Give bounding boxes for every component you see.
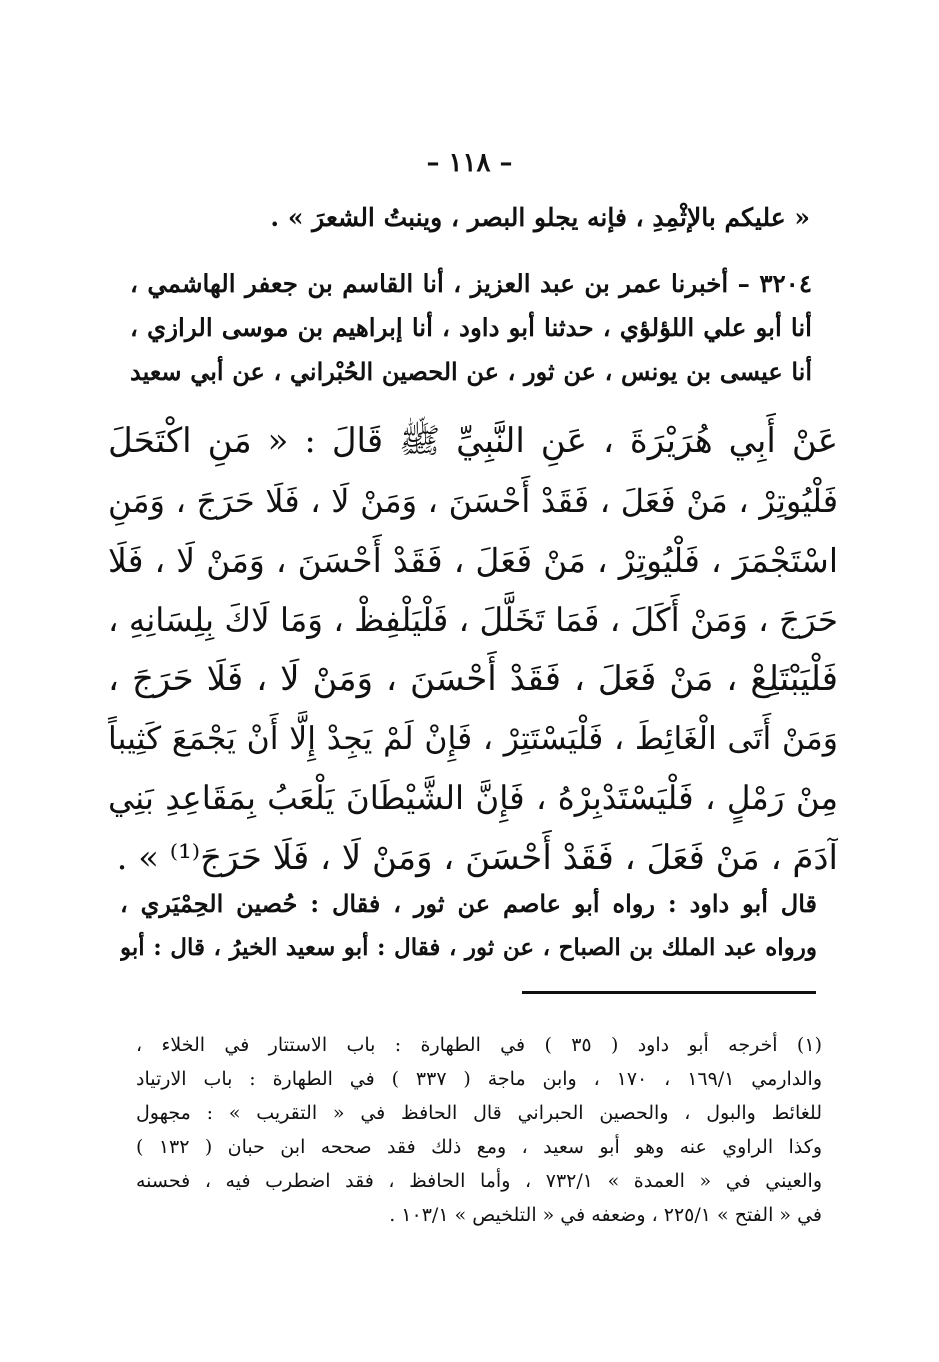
text-line: فَلْيُوتِرْ ، مَنْ فَعَلَ ، فَقَدْ أَحْسَنَ ، وَمَنْ لَا ، فَلَا حَرَجَ ، وَمَنِ bbox=[108, 481, 838, 520]
isnad-paragraph bbox=[130, 262, 812, 394]
footnote-separator bbox=[522, 991, 816, 994]
text-line: آدَمَ ، مَنْ فَعَلَ ، فَقَدْ أَحْسَنَ ، وَمَنْ لَا ، فَلَا حَرَجَ⁽¹⁾ » . bbox=[116, 837, 838, 878]
page-number: – ١١٨ – bbox=[426, 148, 513, 178]
text-line: والعيني في « العمدة » ٧٣٢/١ ، وأما الحافظ ، فقد اضطرب فيه ، فحسنه bbox=[136, 1170, 822, 1192]
text-line: قال أبو داود : رواه أبو عاصم عن ثور ، فقال : حُصين الحِمْيَري ، bbox=[120, 889, 817, 918]
text-line: فَلْيَبْتَلِعْ ، مَنْ فَعَلَ ، فَقَدْ أَحْسَنَ ، وَمَنْ لَا ، فَلَا حَرَجَ ، bbox=[108, 659, 838, 699]
text-line: وكذا الراوي عنه وهو أبو سعيد ، ومع ذلك فقد صححه ابن حبان ( ١٣٢ ) bbox=[136, 1136, 822, 1158]
text-line: عَنْ أَبِي هُرَيْرَةَ ، عَنِ النَّبِيِّ ﷺ قَالَ : « مَنِ اكْتَحَلَ bbox=[108, 421, 838, 461]
text-line: والدارمي ١٦٩/١ ، ١٧٠ ، وابن ماجة ( ٣٣٧ ) في الطهارة : باب الارتياد bbox=[136, 1068, 822, 1090]
text-line: وَمَنْ أَتَى الْغَائِطَ ، فَلْيَسْتَتِرْ ، فَإِنْ لَمْ يَجِدْ إِلَّا أَنْ يَجْمَعَ كَثِيباً bbox=[108, 720, 838, 757]
text-line: (١) أخرجه أبو داود ( ٣٥ ) في الطهارة : باب الاستتار في الخلاء ، bbox=[136, 1034, 822, 1056]
footnote bbox=[136, 1028, 822, 1232]
hadith-text bbox=[108, 412, 838, 888]
text-line: مِنْ رَمْلٍ ، فَلْيَسْتَدْبِرْهُ ، فَإِنَّ الشَّيْطَانَ يَلْعَبُ بِمَقَاعِدِ بَنِي bbox=[108, 779, 838, 817]
text-line: أنا أبو علي اللؤلؤي ، حدثنا أبو داود ، أنا إبراهيم بن موسى الرازي ، bbox=[130, 313, 812, 342]
previous-hadith-ending bbox=[270, 198, 810, 238]
text-line: حَرَجَ ، وَمَنْ أَكَلَ ، فَمَا تَخَلَّلَ ، فَلْيَلْفِظْ ، وَمَا لَاكَ بِلِسَانِهِ ، bbox=[108, 600, 838, 639]
text-line: ٣٢٠٤ – أخبرنا عمر بن عبد العزيز ، أنا القاسم بن جعفر الهاشمي ، bbox=[130, 269, 812, 298]
abu-dawud-comment bbox=[120, 882, 817, 970]
text-line: في « الفتح » ٢٢٥/١ ، وضعفه في « التلخيص » ١٠٣/١ . bbox=[389, 1204, 822, 1226]
text-line: ورواه عبد الملك بن الصباح ، عن ثور ، فقال : أبو سعيد الخيرُ ، قال : أبو bbox=[120, 934, 817, 961]
text-line: أنا عيسى بن يونس ، عن ثور ، عن الحصين الحُبْراني ، عن أبي سعيد bbox=[130, 357, 812, 386]
text-line: للغائط والبول ، والحصين الحبراني قال الحافظ في « التقريب » : مجهول bbox=[136, 1102, 822, 1124]
text-line: « عليكم بالإثْمِدِ ، فإنه يجلو البصر ، وينبتُ الشعرَ » . bbox=[270, 203, 810, 232]
text-line: اسْتَجْمَرَ ، فَلْيُوتِرْ ، مَنْ فَعَلَ ، فَقَدْ أَحْسَنَ ، وَمَنْ لَا ، فَلَا bbox=[108, 541, 838, 580]
